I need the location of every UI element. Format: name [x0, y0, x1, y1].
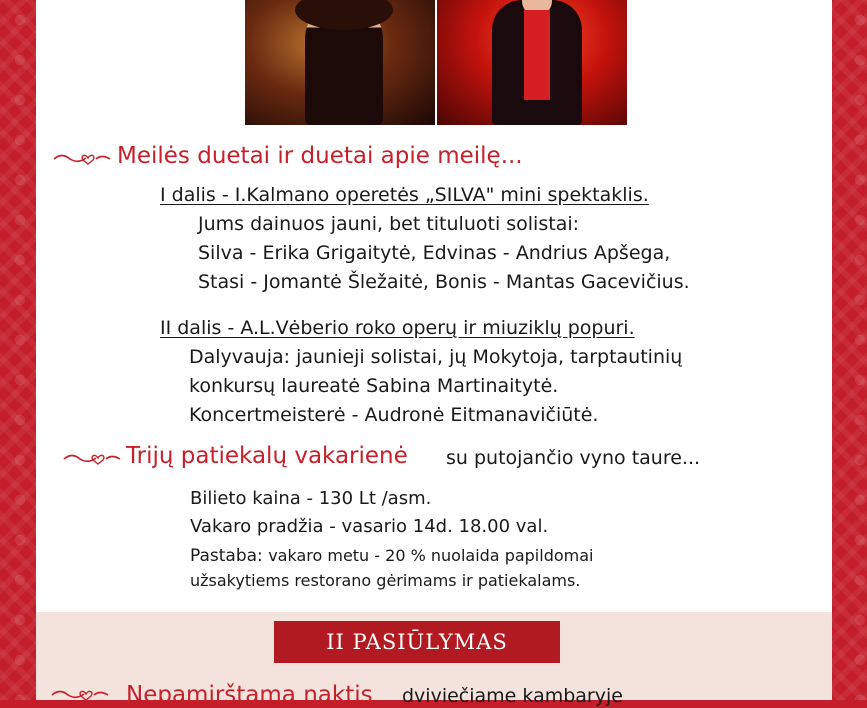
- offer2-title: Nepamirštama naktis: [126, 682, 373, 708]
- woman-figure: [305, 0, 383, 125]
- part2-line: konkursų laureatė Sabina Martinaitytė.: [189, 375, 559, 397]
- note-line2: užsakytiems restorano gėrimams ir patiekalams.: [190, 571, 581, 590]
- offer2-banner: II PASIŪLYMAS: [274, 621, 560, 663]
- section1-title: Meilės duetai ir duetai apie meilę...: [117, 143, 523, 169]
- offer2-subtitle: dviviečiame kambaryje: [402, 685, 623, 707]
- singer-woman-photo: [245, 0, 435, 125]
- note-label: Pastaba:: [190, 546, 263, 566]
- part2-line: Koncertmeisterė - Audronė Eitmanavičiūtė.: [189, 404, 599, 426]
- singer-man-photo: [437, 0, 627, 125]
- section2-title: Trijų patiekalų vakarienė: [126, 443, 408, 469]
- part1-line: Jums dainuos jauni, bet tituluoti solistai:: [198, 213, 580, 235]
- note-text: vakaro metu - 20 % nuolaida papildomai: [268, 546, 594, 565]
- ticket-price: Bilieto kaina - 130 Lt /asm.: [190, 488, 432, 509]
- part1-line: Silva - Erika Grigaitytė, Edvinas - Andrius Apšega,: [198, 242, 671, 264]
- start-time: Vakaro pradžia - vasario 14d. 18.00 val.: [190, 516, 549, 537]
- section2-subtitle: su putojančio vyno taure...: [446, 447, 701, 469]
- part1-heading: I dalis - I.Kalmano operetės „SILVA" mini spektaklis.: [160, 184, 649, 206]
- note-line: [190, 546, 593, 566]
- part2-heading: II dalis - A.L.Vėberio roko operų ir miuziklų popuri.: [160, 317, 635, 339]
- hearts-ornament-icon: [52, 150, 112, 166]
- part1-line: Stasi - Jomantė Šležaitė, Bonis - Mantas Gacevičius.: [198, 271, 690, 293]
- man-figure: [492, 0, 582, 125]
- hearts-ornament-icon: [62, 450, 122, 466]
- part2-line: Dalyvauja: jaunieji solistai, jų Mokytoja, tarptautinių: [189, 346, 683, 368]
